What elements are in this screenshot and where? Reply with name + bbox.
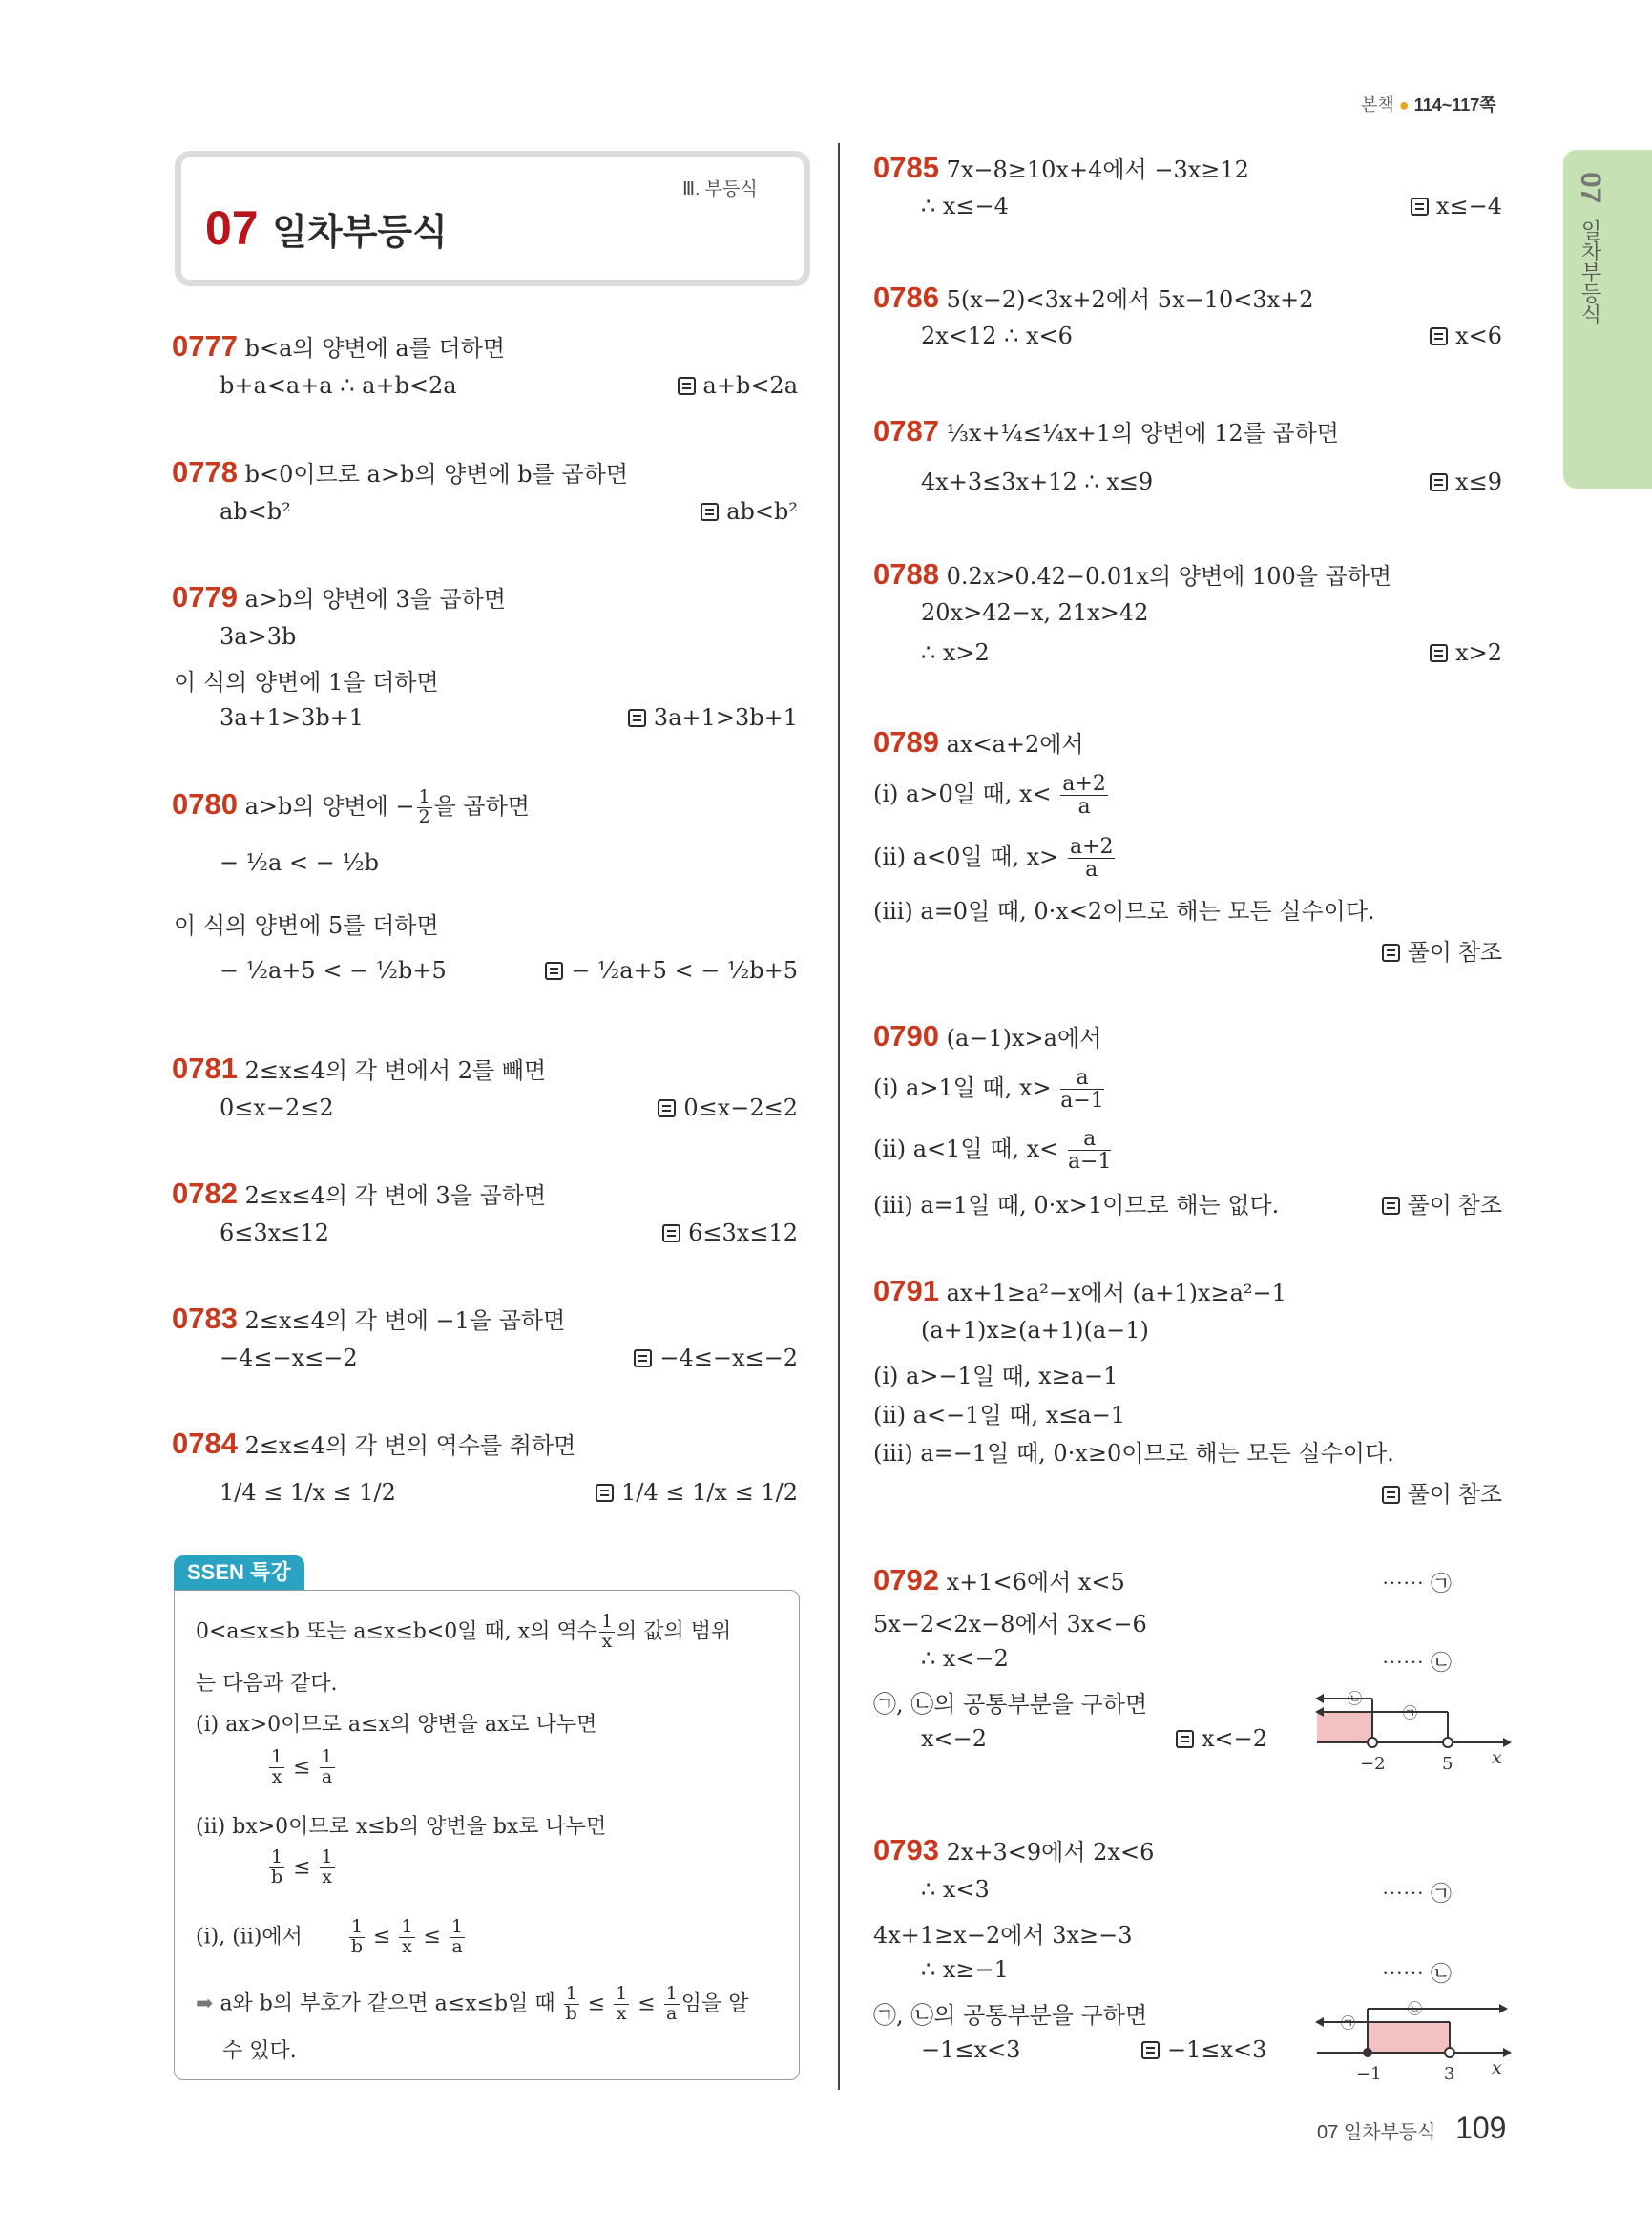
answer-icon (545, 962, 563, 980)
problem-0786 (873, 281, 1314, 315)
answer-icon (1382, 1486, 1400, 1504)
answer (1141, 2036, 1266, 2063)
fraction: $\frac{1}{x}$ (321, 1846, 333, 1887)
range-marker: ㉠ (1341, 2014, 1356, 2032)
answer (1430, 639, 1502, 666)
solution-line: −4≤−x≤−2 (220, 1345, 358, 1371)
problem-number: 0785 (873, 151, 939, 184)
answer-icon (1430, 644, 1448, 662)
solution-line: 2≤x≤4의 각 변의 역수를 취하면 (244, 1432, 576, 1459)
fraction: $\frac{a+2}{a}$ (1062, 772, 1106, 820)
solution-line: a>b의 양변에 − (244, 793, 415, 820)
problem-number: 0790 (873, 1019, 939, 1053)
solution-line: ab<b² (220, 498, 291, 525)
problem-0784 (172, 1427, 575, 1461)
problem-0787 (873, 414, 1339, 448)
problem-0791 (873, 1274, 1286, 1308)
case-line: (ⅲ) a=−1일 때, 0·x≥0이므로 해는 모든 실수이다. (873, 1440, 1394, 1467)
problem-number: 0779 (172, 580, 238, 614)
answer-text: x≤−4 (1435, 193, 1502, 219)
solution-line: 2x+3<9에서 2x<6 (946, 1839, 1155, 1866)
problem-number: 0791 (873, 1274, 939, 1307)
axis-arrowhead (1503, 2048, 1512, 2057)
problem-0793 (873, 1833, 1154, 1867)
footer-chapter-label: 07 일차부등식 (1317, 2122, 1436, 2143)
solution-line: 6≤3x≤12 (220, 1220, 329, 1246)
fraction: $\frac{a}{a-1}$ (1067, 1127, 1112, 1175)
ssen-fraction-line: $\frac{1}{x}$ ≤ $\frac{1}{a}$ (271, 1746, 333, 1787)
solution-line: x+1<6에서 x<5 (946, 1569, 1125, 1595)
chapter-num: 07 (205, 201, 259, 255)
solution-line: − ½a+5 < − ½b+5 (220, 957, 447, 984)
answer-text: x<−2 (1202, 1725, 1268, 1752)
case-line (873, 1067, 1106, 1112)
fraction: $\frac{1}{a}$ (665, 1983, 678, 2024)
answer-icon (1382, 1197, 1400, 1215)
solution-line: 2≤x≤4의 각 변에서 2를 빼면 (244, 1057, 547, 1084)
fraction: $\frac{1}{a}$ (450, 1916, 464, 1957)
solution-line: −1≤x<3 (921, 2036, 1021, 2063)
fraction: $\frac{a+2}{a}$ (1069, 835, 1114, 883)
solution-line: ⅓x+¼≤¼x+1의 양변에 12를 곱하면 (946, 420, 1339, 447)
answer (1382, 1186, 1502, 1220)
case-line: (ⅲ) a=0일 때, 0·x<2이므로 해는 모든 실수이다. (873, 898, 1375, 925)
problem-0783 (172, 1302, 565, 1336)
marker: ⋯⋯ ㉠ (1382, 1883, 1452, 1907)
problem-number: 0780 (172, 787, 238, 821)
tick-label: 3 (1444, 2064, 1455, 2084)
solution-line: b<0이므로 a>b의 양변에 b를 곱하면 (244, 461, 629, 488)
ssen-line: (ⅱ) bx>0이므로 x≤b의 양변을 bx로 나누면 (196, 1815, 607, 1839)
answer (1176, 1725, 1267, 1752)
answer-text: 6≤3x≤12 (688, 1220, 798, 1246)
ssen-line: (ⅰ), (ⅱ)에서 $\frac{1}{b}$ ≤ $\frac{1}{x}$ ≤ $\frac{1}{a}$ (196, 1916, 464, 1957)
problem-number: 0786 (873, 281, 939, 314)
problem-0779 (172, 580, 506, 615)
problem-number: 0782 (172, 1177, 238, 1210)
problem-number: 0787 (873, 414, 939, 448)
solution-line: ㉠, ㉡의 공통부분을 구하면 (873, 1691, 1148, 1718)
solution-line: 을 곱하면 (433, 793, 530, 820)
chapter-title: 일차부등식 (272, 213, 448, 253)
solution-line: 이 식의 양변에 1을 더하면 (174, 669, 439, 696)
side-tab-label: 일차부등식 (1579, 219, 1602, 324)
solution-line: ax+1≥a²−x에서 (a+1)x≥a²−1 (946, 1280, 1286, 1306)
solution-line: ㉠, ㉡의 공통부분을 구하면 (873, 2002, 1148, 2029)
answer (662, 1220, 798, 1246)
open-point (1445, 2048, 1454, 2057)
chapter-heading (205, 200, 448, 256)
answer-text: 풀이 참조 (1407, 1193, 1502, 1219)
ssen-text: 0<a≤x≤b 또는 a≤x≤b<0일 때, x의 역수 (196, 1619, 597, 1644)
answer-icon (596, 1484, 614, 1502)
answer-text: 풀이 참조 (1407, 940, 1502, 966)
column-divider (838, 143, 840, 2090)
solution-line: x<−2 (921, 1725, 988, 1752)
solution-line: ∴ x<3 (921, 1876, 990, 1903)
solution-line: − ½a < − ½b (220, 849, 380, 876)
solution-line: 5x−2<2x−8에서 3x<−6 (873, 1611, 1147, 1637)
problem-number: 0792 (873, 1563, 939, 1596)
ssen-text: (ⅰ), (ⅱ)에서 (196, 1925, 303, 1950)
answer-text: −4≤−x≤−2 (659, 1345, 798, 1371)
book-ref-label: 본책 (1361, 95, 1394, 115)
tick-label: −1 (1356, 2064, 1382, 2084)
answer-icon (658, 1099, 676, 1117)
answer (1411, 193, 1502, 219)
fraction: $\frac{1}{b}$ (565, 1983, 577, 2024)
answer (678, 372, 798, 399)
answer (634, 1345, 798, 1371)
answer-icon (1382, 944, 1400, 962)
side-tab-text (1574, 172, 1606, 324)
answer-text: 1/4 ≤ 1/x ≤ 1/2 (621, 1479, 798, 1506)
arrow-icon: ➡ (196, 1991, 214, 2016)
solution-line: b+a<a+a ∴ a+b<2a (220, 372, 457, 399)
answer-icon (662, 1224, 680, 1242)
answer (1430, 323, 1502, 349)
answer-icon (1176, 1730, 1194, 1748)
problem-0778 (172, 455, 628, 490)
case-text: (ⅰ) a>0일 때, x< (873, 781, 1052, 808)
closed-point (1363, 2048, 1372, 2057)
solution-line: ∴ x<−2 (921, 1645, 1009, 1672)
solution-line: ∴ x≤−4 (921, 193, 1009, 219)
ssen-tag: SSEN 특강 (174, 1555, 304, 1590)
problem-0788 (873, 557, 1391, 592)
solution-line: 7x−8≥10x+4에서 −3x≥12 (946, 156, 1249, 183)
open-point (1368, 1738, 1377, 1747)
answer-text: ab<b² (726, 498, 798, 525)
case-line: (ⅰ) a>−1일 때, x≥a−1 (873, 1363, 1119, 1389)
range-arrowhead (1315, 2017, 1324, 2027)
shaded-region (1368, 2022, 1450, 2053)
answer-text: −1≤x<3 (1167, 2036, 1267, 2063)
ssen-text: 임을 알 (680, 1991, 749, 2016)
ssen-line: (ⅰ) ax>0이므로 a≤x의 양변을 ax로 나누면 (196, 1713, 597, 1737)
problem-number: 0781 (172, 1052, 238, 1085)
problem-number: 0793 (873, 1833, 939, 1866)
problem-0782 (172, 1177, 546, 1211)
answer-icon (1430, 327, 1448, 345)
case-line (873, 773, 1110, 818)
solution-line: 0≤x−2≤2 (220, 1095, 334, 1121)
solution-line: 0.2x>0.42−0.01x의 양변에 100을 곱하면 (946, 563, 1392, 590)
ssen-line (196, 1613, 731, 1652)
solution-line: 5(x−2)<3x+2에서 5x−10<3x+2 (946, 286, 1314, 313)
answer (701, 498, 798, 525)
solution-line: 이 식의 양변에 5를 더하면 (174, 912, 439, 939)
answer (658, 1095, 798, 1121)
fraction: $\frac{1}{a}$ (321, 1746, 333, 1787)
solution-line: 2≤x≤4의 각 변에 −1을 곱하면 (244, 1307, 566, 1334)
case-line: (ⅱ) a<−1일 때, x≤a−1 (873, 1402, 1126, 1428)
answer (1382, 1475, 1502, 1509)
ssen-line: 는 다음과 같다. (196, 1672, 338, 1696)
fraction: $\frac{1}{x}$ (616, 1983, 628, 2024)
shaded-region (1317, 1712, 1372, 1742)
answer-text: a+b<2a (702, 372, 798, 399)
side-tab-num: 07 (1575, 172, 1606, 204)
answer-icon (1411, 198, 1429, 216)
axis-label: x (1492, 1747, 1502, 1768)
case-line (873, 1128, 1113, 1173)
fraction: $\frac{a}{a-1}$ (1060, 1066, 1104, 1114)
case-text: (ⅱ) a<0일 때, x> (873, 844, 1059, 871)
solution-line: 3a+1>3b+1 (220, 704, 365, 731)
answer-text: x<6 (1455, 323, 1502, 349)
answer-icon (1430, 473, 1448, 491)
marker: ⋯⋯ ㉡ (1382, 1652, 1452, 1676)
problem-number: 0778 (172, 455, 238, 489)
answer-icon (701, 503, 719, 521)
solution-line: 3a>3b (220, 623, 297, 650)
tick-label: −2 (1360, 1754, 1386, 1774)
problem-0789 (873, 725, 1084, 760)
range-marker: ㉡ (1348, 1690, 1363, 1707)
fraction: $\frac{1}{b}$ (350, 1916, 364, 1957)
ssen-text: 의 값의 범위 (617, 1619, 732, 1644)
problem-0792 (873, 1563, 1125, 1597)
solution-line: ∴ x>2 (921, 639, 990, 666)
problem-number: 0788 (873, 557, 939, 591)
range-marker: ㉠ (1403, 1704, 1418, 1721)
answer-text: 풀이 참조 (1407, 1482, 1502, 1508)
solution-line: 20x>42−x, 21x>42 (921, 599, 1149, 626)
solution-line: 1/4 ≤ 1/x ≤ 1/2 (220, 1479, 396, 1506)
answer (1430, 469, 1502, 495)
axis-label: x (1492, 2057, 1502, 2078)
solution-line: ax<a+2에서 (946, 731, 1084, 758)
problem-0777 (172, 329, 505, 364)
answer-text: 3a+1>3b+1 (653, 704, 798, 731)
range-marker: ㉡ (1408, 2000, 1423, 2017)
tick-label: 5 (1442, 1754, 1453, 1774)
solution-line: 2≤x≤4의 각 변에 3을 곱하면 (244, 1182, 547, 1209)
bullet-icon: ● (1398, 95, 1410, 115)
ssen-conclusion: ➡ a와 b의 부호가 같으면 a≤x≤b일 때 $\frac{1}{b}$ ≤ $\frac{1}{x}$ ≤ $\frac{1}{a}$ 임을 알 (196, 1983, 749, 2024)
answer-text: − ½a+5 < − ½b+5 (571, 957, 798, 984)
number-line-0792 (1312, 1681, 1513, 1777)
answer (596, 1479, 798, 1506)
answer-text: x≤9 (1455, 469, 1502, 495)
solution-line: a>b의 양변에 3을 곱하면 (244, 586, 507, 613)
part-label: Ⅲ. 부등식 (682, 179, 758, 199)
answer-text: x>2 (1455, 639, 1502, 666)
marker: ⋯⋯ ㉠ (1382, 1573, 1452, 1596)
solution-line: (a−1)x>a에서 (946, 1025, 1102, 1052)
problem-number: 0789 (873, 725, 939, 759)
solution-line: b<a의 양변에 a를 더하면 (244, 335, 506, 362)
answer-icon (1141, 2041, 1160, 2059)
solution-line: 4x+1≥x−2에서 3x≥−3 (873, 1922, 1133, 1949)
problem-number: 0777 (172, 329, 238, 363)
problem-0785 (873, 151, 1249, 185)
fraction: $\frac{1}{x}$ (401, 1916, 413, 1957)
answer (628, 704, 798, 731)
number-line-0793 (1312, 1991, 1513, 2087)
ssen-line: 수 있다. (222, 2039, 297, 2063)
case-text: (ⅱ) a<1일 때, x< (873, 1136, 1059, 1163)
case-line (873, 836, 1117, 881)
fraction: $\frac{1}{x}$ (600, 1611, 614, 1652)
problem-number: 0783 (172, 1302, 238, 1335)
problem-number: 0784 (172, 1427, 238, 1460)
axis-arrowhead (1503, 1738, 1512, 1747)
answer (545, 957, 798, 984)
problem-0780 (172, 787, 530, 827)
problem-0781 (172, 1052, 546, 1086)
fraction: $\frac{1}{x}$ (271, 1746, 283, 1787)
answer-icon (634, 1349, 652, 1367)
page-number: 109 (1455, 2111, 1507, 2145)
solution-line: (a+1)x≥(a+1)(a−1) (921, 1317, 1149, 1344)
fraction: $\frac{1}{b}$ (270, 1846, 283, 1887)
book-ref-pages: 114~117쪽 (1413, 95, 1496, 115)
case-text: (ⅰ) a>1일 때, x> (873, 1074, 1052, 1102)
solution-line: 4x+3≤3x+12 ∴ x≤9 (921, 469, 1154, 495)
marker: ⋯⋯ ㉡ (1382, 1963, 1452, 1987)
answer-text: 0≤x−2≤2 (683, 1095, 798, 1121)
problem-0790 (873, 1019, 1101, 1053)
range-arrowhead (1499, 2004, 1508, 2013)
book-reference (1361, 92, 1496, 116)
fraction: $\frac{1}{2}$ (418, 786, 430, 827)
answer (1382, 933, 1502, 967)
ssen-fraction-line: $\frac{1}{b}$ ≤ $\frac{1}{x}$ (270, 1846, 333, 1887)
answer-icon (678, 377, 696, 395)
answer-icon (628, 709, 646, 727)
ssen-text: a와 b의 부호가 같으면 a≤x≤b일 때 (220, 1991, 555, 2016)
solution-line: 2x<12 ∴ x<6 (921, 323, 1073, 349)
page-footer (1317, 2111, 1506, 2146)
range-arrowhead (1315, 1694, 1324, 1703)
case-line: (ⅲ) a=1일 때, 0·x>1이므로 해는 없다. (873, 1192, 1280, 1219)
solution-line: ∴ x≥−1 (921, 1956, 1009, 1983)
open-point (1443, 1738, 1453, 1747)
